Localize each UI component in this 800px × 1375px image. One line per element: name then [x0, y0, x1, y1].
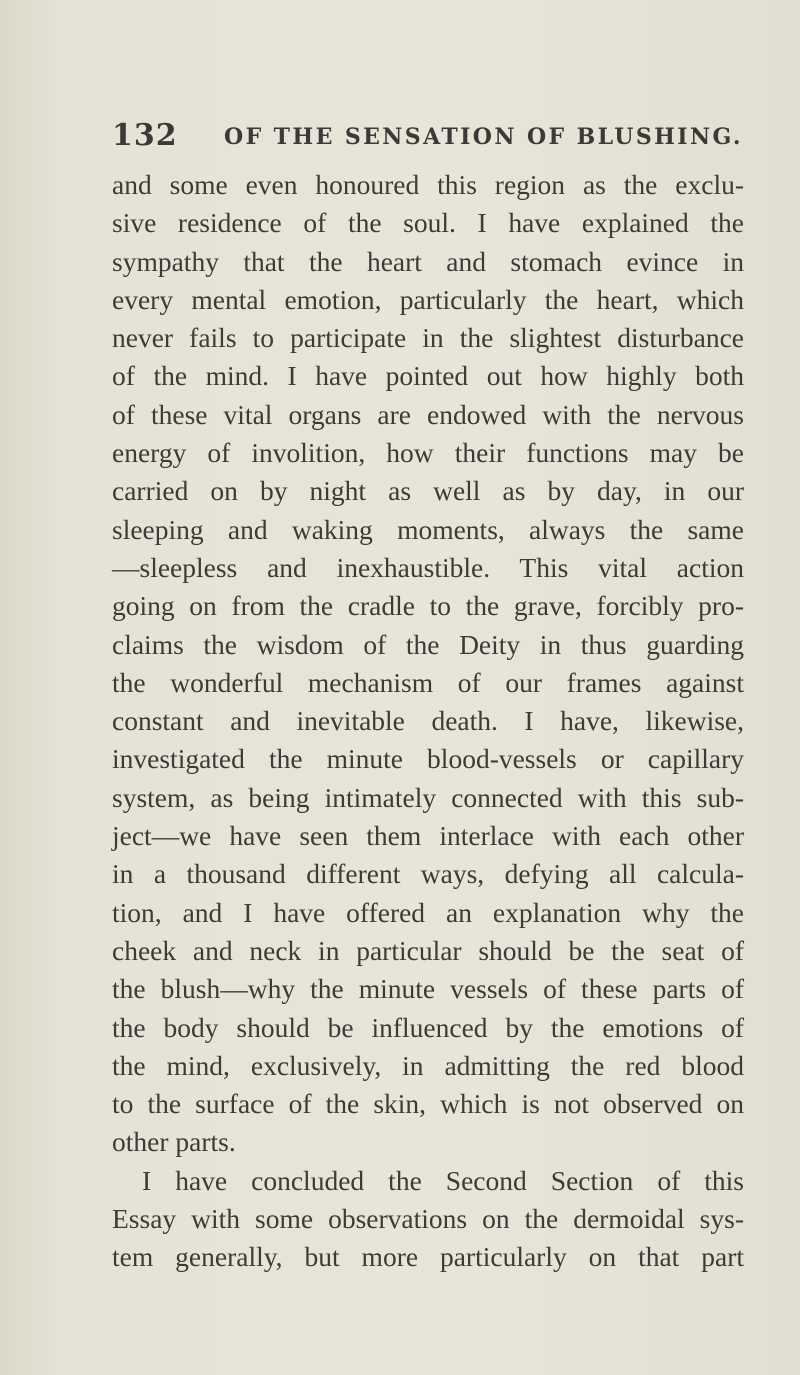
- text-line: the mind, exclusively, in admitting the red blood: [112, 1049, 744, 1081]
- text-line: tem generally, but more particularly on that part: [112, 1241, 744, 1273]
- text-line: going on from the cradle to the grave, forcibly pro-: [112, 590, 744, 622]
- text-line: never fails to participate in the slightest disturbance: [112, 322, 744, 354]
- text-line: system, as being intimately connected with this sub-: [112, 781, 744, 813]
- text-line: the blush—why the minute vessels of these parts of: [112, 973, 744, 1005]
- text-line: to the surface of the skin, which is not observed on: [112, 1088, 744, 1120]
- page-header: [112, 118, 752, 158]
- text-line: claims the wisdom of the Deity in thus guarding: [112, 628, 744, 660]
- text-line: cheek and neck in particular should be the seat of: [112, 934, 744, 966]
- text-line: carried on by night as well as by day, in our: [112, 475, 744, 507]
- text-line: the body should be influenced by the emotions of: [112, 1011, 744, 1043]
- text-line: sleeping and waking moments, always the same: [112, 513, 744, 545]
- text-line: energy of involition, how their functions may be: [112, 437, 744, 469]
- text-line: of the mind. I have pointed out how highly both: [112, 360, 744, 392]
- text-line: —sleepless and inexhaustible. This vital action: [112, 551, 744, 583]
- text-line: other parts.: [112, 1126, 236, 1158]
- text-line: of these vital organs are endowed with the nervous: [112, 398, 744, 430]
- text-line: the wonderful mechanism of our frames against: [112, 666, 744, 698]
- text-line: in a thousand different ways, defying all calcula-: [112, 858, 744, 890]
- running-title: OF THE SENSATION OF BLUSHING.: [224, 124, 743, 150]
- text-line: investigated the minute blood-vessels or capillary: [112, 743, 744, 775]
- page-number: 132: [112, 118, 178, 153]
- text-line: ject—we have seen them interlace with each other: [112, 820, 744, 852]
- text-line: sive residence of the soul. I have explained the: [112, 207, 744, 239]
- text-line: constant and inevitable death. I have, likewise,: [112, 705, 744, 737]
- text-line: tion, and I have offered an explanation why the: [112, 896, 744, 928]
- body-text: [112, 166, 744, 1277]
- text-line: sympathy that the heart and stomach evince in: [112, 245, 744, 277]
- text-line: and some even honoured this region as the exclu-: [112, 169, 744, 200]
- text-line: I have concluded the Second Section of this: [142, 1164, 744, 1196]
- text-line: Essay with some observations on the dermoidal sys-: [112, 1203, 744, 1235]
- text-line: every mental emotion, particularly the heart, which: [112, 283, 744, 315]
